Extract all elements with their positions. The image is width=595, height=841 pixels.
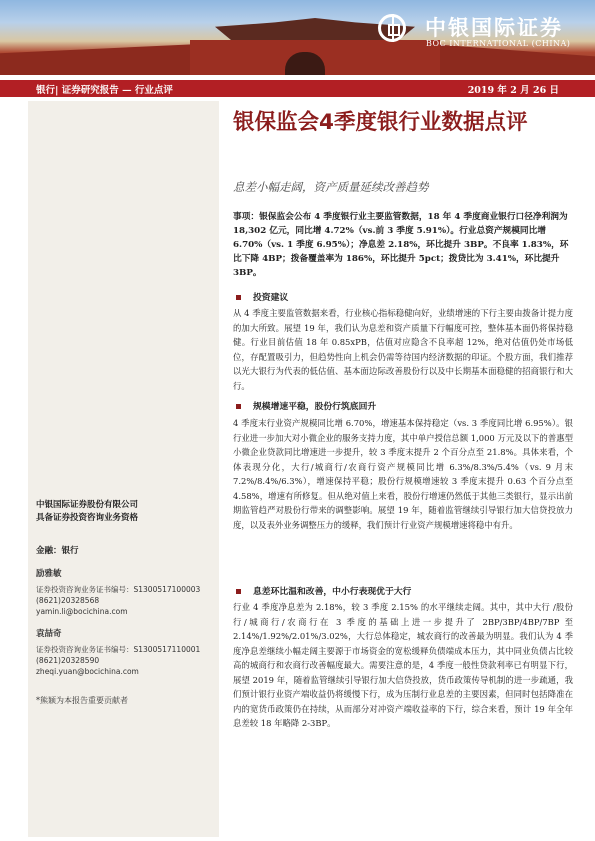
- analyst-cert: 证券投资咨询业务证书编号：S1300517100003: [36, 585, 201, 594]
- section-heading: [236, 399, 376, 412]
- report-subtitle: 息差小幅走阔，资产质量延续改善趋势: [233, 180, 429, 194]
- section-heading: [236, 584, 411, 597]
- section-heading-text: 规模增速平稳，股份行筑底回升: [253, 402, 377, 412]
- square-bullet-icon: [236, 589, 241, 594]
- report-title: 银保监会4季度银行业数据点评: [233, 110, 528, 135]
- brand-name-en: BOC INTERNATIONAL (CHINA): [426, 39, 571, 48]
- square-bullet-icon: [236, 295, 241, 300]
- section-heading: [236, 290, 288, 303]
- sector-label: 金融：银行: [36, 546, 79, 556]
- square-bullet-icon: [236, 404, 241, 409]
- analyst-email[interactable]: zheqi.yuan@bocichina.com: [36, 667, 139, 676]
- analyst-email[interactable]: yamin.li@bocichina.com: [36, 607, 128, 616]
- category-bar: [0, 80, 595, 97]
- analyst-cert: 证券投资咨询业务证书编号：S1300517110001: [36, 645, 201, 654]
- sidebar-panel: [28, 101, 219, 837]
- brand-name-cn: 中银国际证券: [425, 16, 563, 40]
- analyst-phone: (8621)20328568: [36, 596, 100, 605]
- boc-logo-icon: [378, 14, 406, 42]
- report-date: 2019 年 2 月 26 日: [467, 85, 559, 96]
- firm-name: 中银国际证券股份有限公司: [36, 500, 139, 510]
- banner-wall-right: [430, 44, 595, 75]
- analyst-card: [36, 629, 200, 677]
- analyst-name: 励雅敏: [36, 569, 62, 579]
- summary-text: 银保监会公布 4 季度银行业主要监管数据，18 年 4 季度商业银行口径净利润为 18,302 亿元，同比增 4.72%（vs.前 3 季度 5.91%）。行业总资产规模同比增 6.70%（vs. 1 季度 6.95%）；净息差 2.18%，环比提升 3BP。不良率 1.83%，环比下降 4BP；拨备覆盖率为 186%，环比提升 5pct；拨贷比为 3.41%，环比提升 3BP。: [233, 212, 569, 278]
- section-body: 从 4 季度主要监管数据来看，行业核心指标稳健向好，业绩增速的下行主要由拨备计提力度的加大所致。展望 19 年，我们认为息差和资产质量下行幅度可控，整体基本面仍将保持稳健。行业目前估值 18 年 0.85xPB，估值对应隐含不良率超 12%，绝对估值仍处市场低位，存配置吸引力，但趋势性向上机会仍需等待国内经济数据的印证。个股方面，我们推荐以光大银行为代表的低估值、基本面边际改善股份行以及中长期基本面稳健的招商银行和大行。: [233, 308, 573, 391]
- report-category: 银行| 证券研究报告 — 行业点评: [36, 85, 173, 96]
- section-body: 4 季度末行业资产规模同比增 6.70%，增速基本保持稳定（vs. 3 季度同比增 6.95%）。银行业进一步加大对小微企业的服务支持力度，其中单户授信总额 1,000 万元及以下的普惠型小微企业贷款同比增速进一步提升，较 3 季度末提升 2 个百分点至 21.8%。具体来看，个体表现分化，大行/城商行/农商行资产规模同比增 6.3%/8.3%/5.4%（vs. 9 月末 7.2%/8.4%/6.3%），增速保持平稳；股份行规模增速较 3 季度末提升 0.63 个百分点至 4.58%，增速有所修复。但从绝对值上来看，股份行增速仍然低于其他三类银行，显示出前期监管趋严对股份行带来的调整影响。展望 19 年，随着监管继续引导银行加大信贷投放力度，以及表外业务调整压力的缓释，我们预计行业资产规模增速将稳中有升。: [233, 418, 573, 530]
- header-banner-image: [0, 0, 595, 75]
- summary-block: [233, 211, 573, 281]
- summary-label: 事项：: [233, 212, 260, 222]
- section-body: 行业 4 季度净息差为 2.18%，较 3 季度 2.15% 的水平继续走阔。其中，其中大行 /股份行/城商行/农商行在 3 季度的基础上进一步提升了 2BP/3BP/4BP/7BP 至 2.14%/1.92%/2.01%/3.02%，大行总体稳定，城农商行的改善最为明显。我们认为 4 季度净息差继续小幅走阔主要源于市场资金的宽松缓释负债端成本压力，其中同业负债占比较高的城商行和农商行改善幅度最大。需要注意的是，4 季度一般性贷款利率已有明显下行，展望 2019 年，随着监管继续引导银行加大信贷投放，货币政策传导机制的进一步疏通，我们预计银行业资产端收益仍将缓慢下行，成为压制行业息差的主要因素，但同时包括降准在内的宽货币政策仍在持续，从而部分对冲资产端收益率的下行，综合来看，预计 19 年全年息差较 18 年略降 2-3BP。: [233, 602, 573, 728]
- section-heading-text: 投资建议: [253, 293, 289, 303]
- contributor-note: *熊颖为本报告重要贡献者: [36, 696, 128, 705]
- analyst-phone: (8621)20328590: [36, 656, 100, 665]
- firm-info: [36, 499, 138, 525]
- banner-wall-left: [0, 44, 200, 75]
- analyst-card: [36, 569, 200, 617]
- firm-license: 具备证券投资咨询业务资格: [36, 513, 139, 523]
- analyst-name: 袁喆奇: [36, 629, 62, 639]
- section-heading-text: 息差环比温和改善，中小行表现优于大行: [253, 587, 412, 597]
